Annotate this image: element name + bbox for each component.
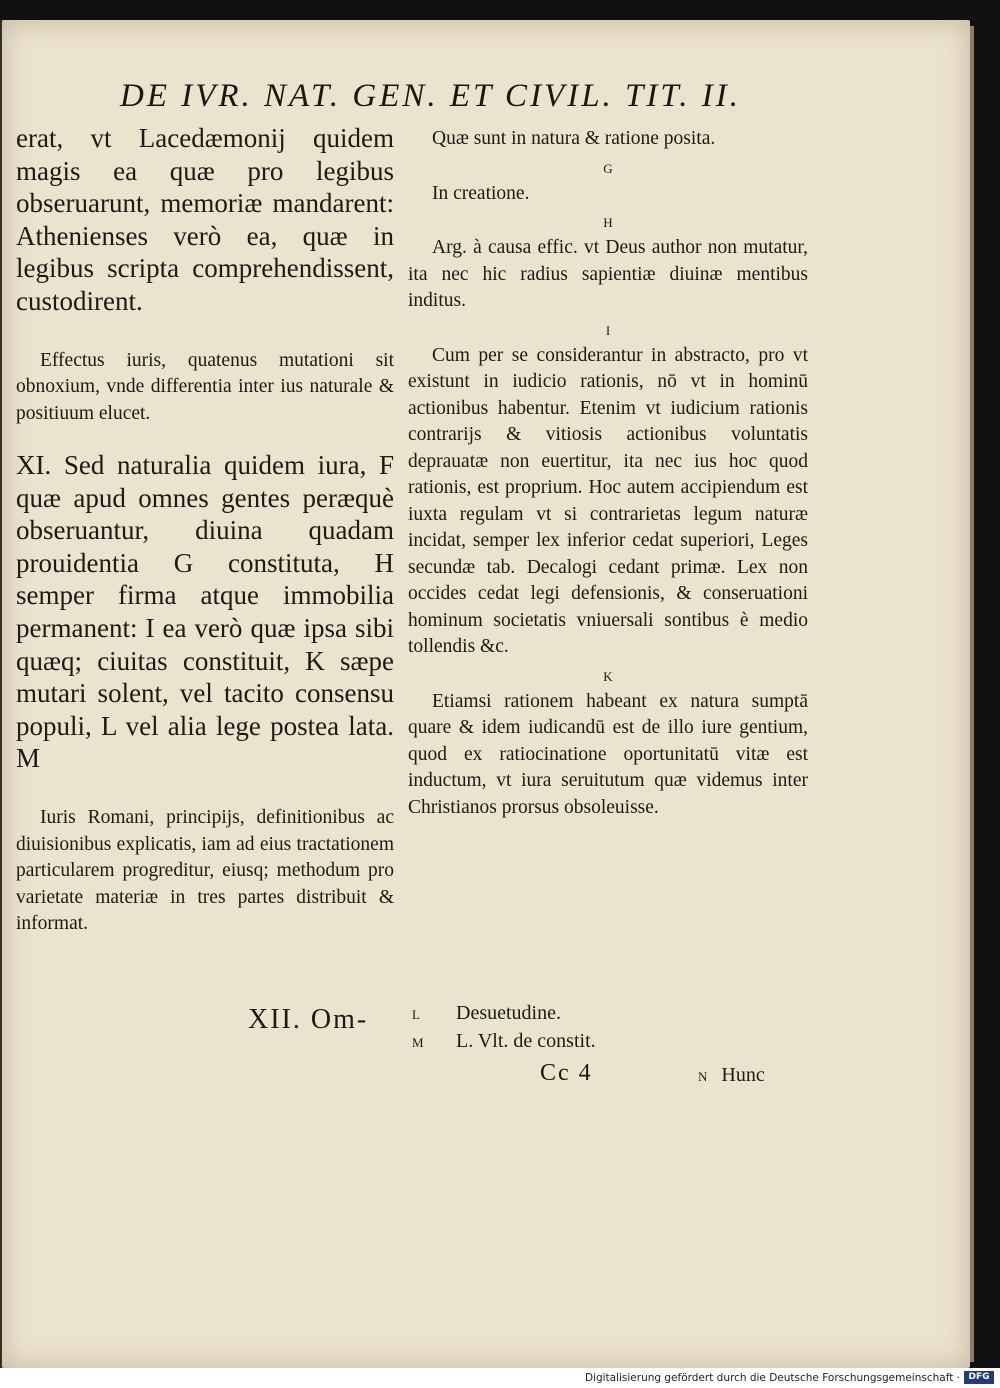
gloss-letter-g: G bbox=[603, 160, 613, 176]
gloss-text-l: Desuetudine. bbox=[456, 1002, 561, 1024]
section-summary-1: Effectus iuris, quatenus mutationi sit obnoxium, vnde differentia inter ius naturale & positiuum elucet. bbox=[16, 349, 394, 424]
gloss-letter-h: H bbox=[603, 215, 613, 230]
funding-notice: Digitalisierung gefördert durch die Deutsche Forschungsgemeinschaft · bbox=[584, 1372, 960, 1384]
gloss-letter-i: I bbox=[605, 322, 611, 338]
gloss-note-m bbox=[412, 1030, 596, 1053]
gloss-note-k: Etiamsi rationem habeant ex natura sumptā quare & idem iudicandū est de illo iure gentium, quod ex ratiocinatione oportunitatū vitæ est inductum, vt iura seruitutum quæ videmus inter Christianos prorsus obsoleuisse. bbox=[408, 690, 808, 818]
signature-mark: Cc 4 bbox=[540, 1060, 593, 1086]
gloss-column bbox=[408, 126, 808, 821]
page-edge bbox=[970, 26, 974, 1362]
running-head: DE IVR. NAT. GEN. ET CIVIL. TIT. II. bbox=[120, 78, 742, 114]
catchword-right bbox=[698, 1064, 765, 1087]
gloss-letter-k: K bbox=[603, 668, 613, 684]
gloss-key-m: M bbox=[412, 1035, 424, 1050]
gloss-text-m: L. Vlt. de constit. bbox=[456, 1030, 596, 1052]
dfg-logo: DFG bbox=[964, 1371, 994, 1384]
main-text-column bbox=[16, 122, 394, 938]
catchword-key: N bbox=[698, 1069, 708, 1084]
main-paragraph-2: XI. Sed naturalia quidem iura, F quæ apud omnes gentes peræquè obseruantur, diuina quadam prouidentia G constituta, H semper firma atque immobilia permanent: I ea verò quæ ipsa sibi quæq; ciuitas constituit, K sæpe mutari solent, vel tacito consensu populi, L vel alia lege postea lata. M bbox=[16, 450, 394, 774]
gloss-intro: Quæ sunt in natura & ratione posita. bbox=[432, 128, 716, 149]
gloss-key-l: L bbox=[412, 1007, 420, 1022]
gloss-note-l bbox=[412, 1002, 561, 1025]
gloss-note-g: In creatione. bbox=[432, 182, 530, 204]
catchword-text: Hunc bbox=[721, 1064, 765, 1086]
gloss-note-i: Cum per se considerantur in abstracto, pro vt existunt in iudicio rationis, nō vt in hominū actionibus habentur. Etenim vt iudicium rationis contrarijs & vitiosis actionibus voluntatis deprauatæ non euertitur, ita nec ius hoc quod rationis, est proprium. Hoc autem accipiendum est iuxta regulam vt si contrarietas legum naturæ incidat, semper lex inferior cedat superiori, Leges secundæ tab. Decalogi cedant primæ. Lex non occides cedat legi defensionis, & conseruationi hominum societatis vniuersali sontibus è medio tollendis &c. bbox=[408, 344, 808, 657]
catchword-left: XII. Om- bbox=[248, 1004, 369, 1035]
gloss-note-h: Arg. à causa effic. vt Deus author non mutatur, ita nec hic radius sapientiæ diuinæ mentibus inditus. bbox=[408, 237, 808, 311]
main-paragraph-1: erat, vt Lacedæmonij quidem magis ea quæ pro legibus obseruarunt, memoriæ mandarent: Athenienses verò ea, quæ in legibus scripta comprehendissent, custodirent. bbox=[16, 123, 394, 316]
section-summary-2: Iuris Romani, principijs, definitionibus ac diuisionibus explicatis, iam ad eius tractationem particularem progreditur, eiusq; methodum pro varietate materiæ in tres partes distribuit & informat. bbox=[16, 807, 394, 934]
